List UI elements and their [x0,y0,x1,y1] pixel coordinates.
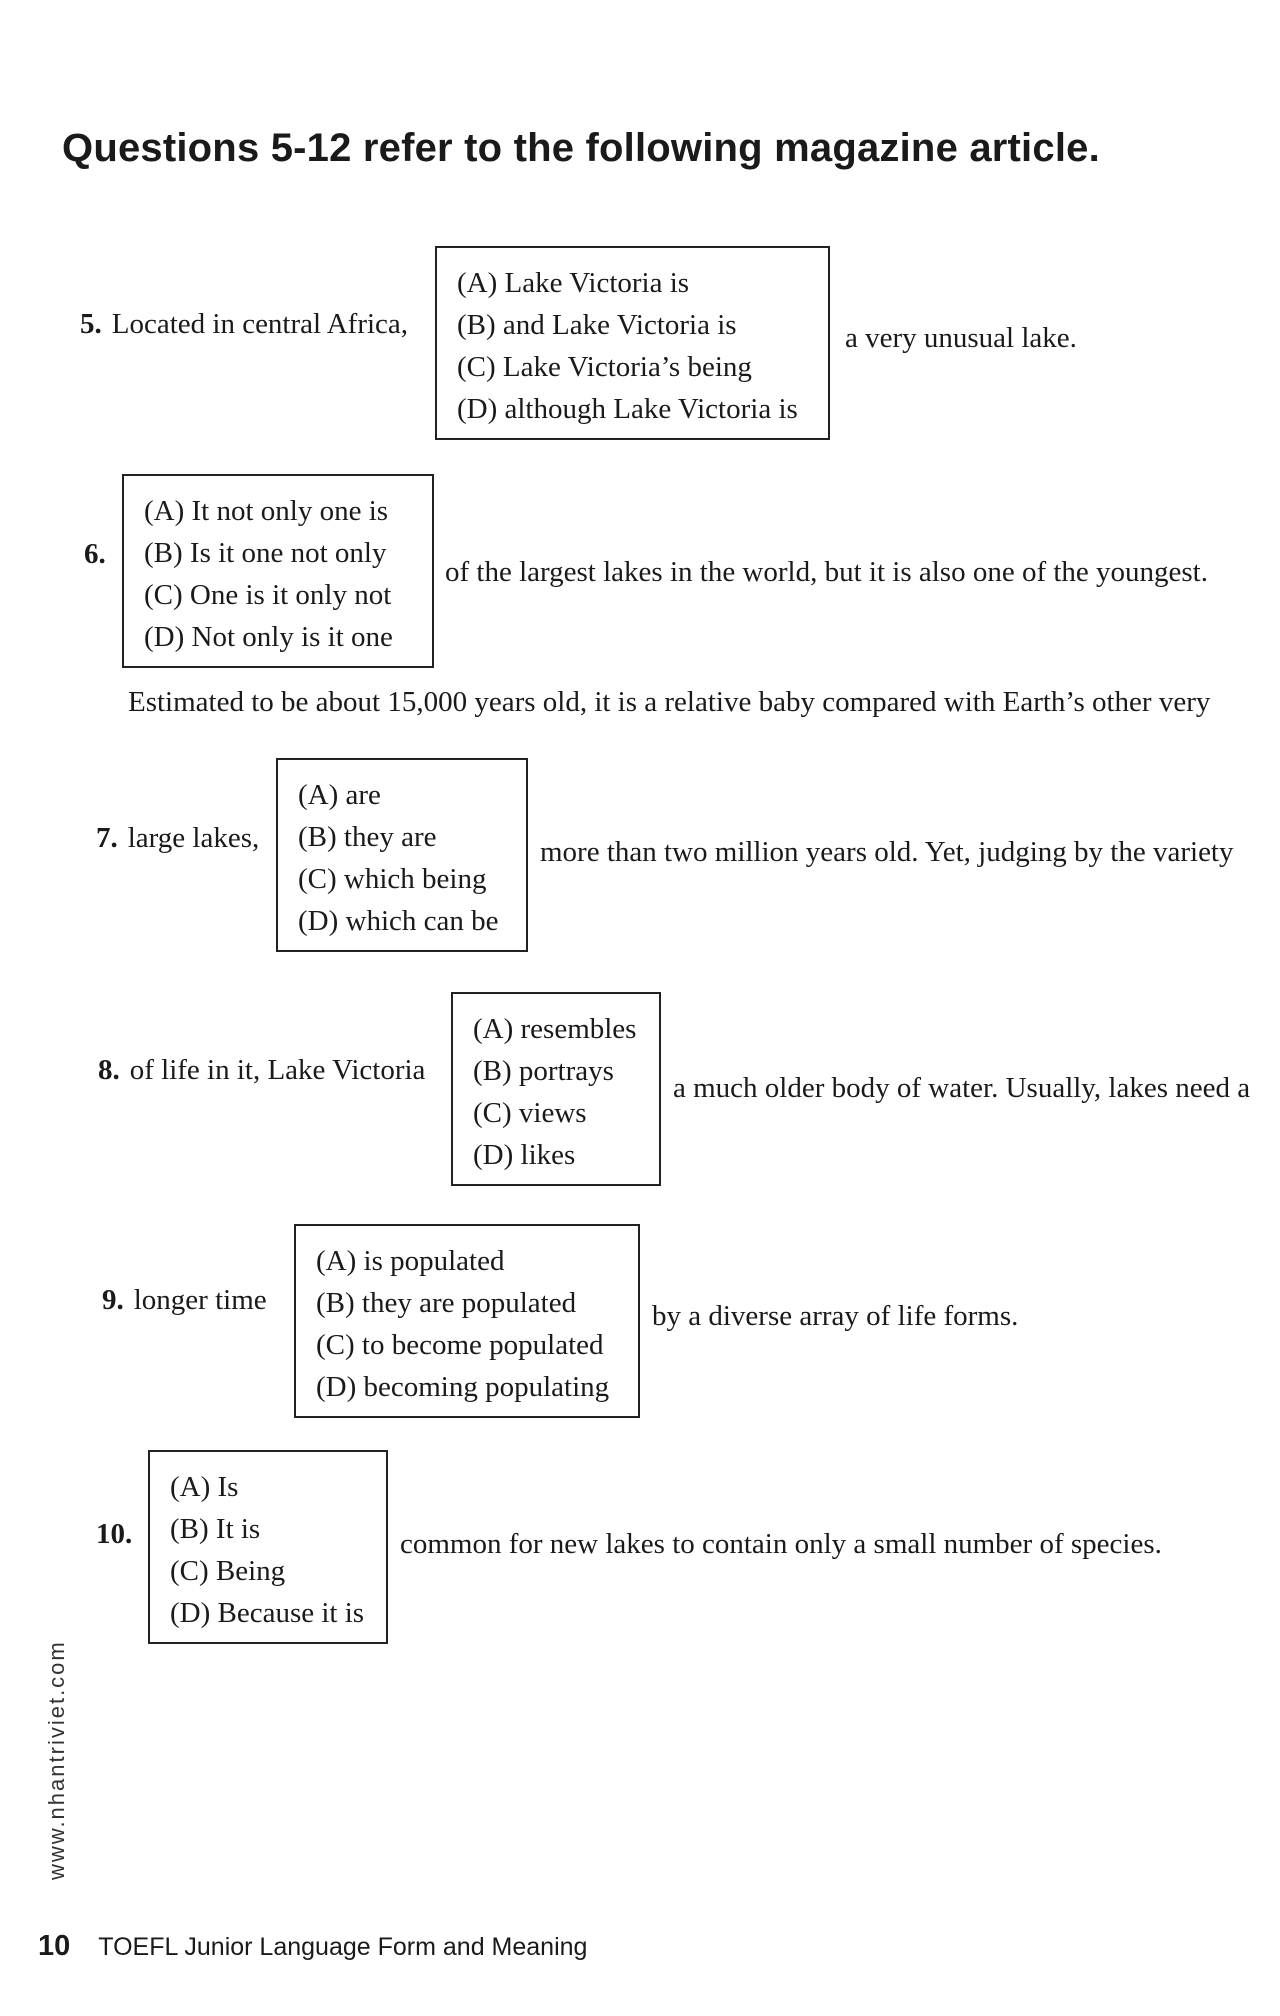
option-d[interactable]: (D) becoming populating [316,1371,610,1403]
question-9-options-box [294,1224,640,1418]
publisher-website: www.nhantriviet.com [44,1640,69,1880]
option-d[interactable]: (D) although Lake Victoria is [457,393,798,425]
option-b[interactable]: (B) It is [170,1513,261,1545]
option-c[interactable]: (C) which being [298,863,487,895]
question-text: large lakes, [127,822,260,854]
option-d[interactable]: (D) Because it is [170,1597,365,1629]
option-d[interactable]: (D) which can be [298,905,499,937]
question-10-stem [96,1518,142,1551]
question-number: 7. [96,822,118,854]
question-9-stem [102,1284,267,1317]
option-a[interactable]: (A) is populated [316,1245,505,1277]
option-a[interactable]: (A) It not only one is [144,495,389,527]
option-c[interactable]: (C) views [473,1097,587,1129]
option-b[interactable]: (B) portrays [473,1055,614,1087]
page-heading: Questions 5-12 refer to the following magazine article. [62,126,1100,170]
question-5-options-box [435,246,830,440]
option-a[interactable]: (A) Is [170,1471,239,1503]
question-9-continuation: by a diverse array of life forms. [652,1300,1019,1332]
question-number: 5. [80,308,102,340]
question-8-stem [98,1054,425,1087]
option-b[interactable]: (B) Is it one not only [144,537,387,569]
option-b[interactable]: (B) and Lake Victoria is [457,309,737,341]
passage-line: Estimated to be about 15,000 years old, it is a relative baby compared with Earth’s other very [128,686,1211,718]
option-c[interactable]: (C) Lake Victoria’s being [457,351,752,383]
question-10-continuation: common for new lakes to contain only a small number of species. [400,1528,1162,1560]
question-text: of life in it, Lake Victoria [129,1054,426,1086]
page-number: 10 [38,1930,71,1962]
question-6-continuation: of the largest lakes in the world, but it is also one of the youngest. [445,556,1208,588]
question-5-continuation: a very unusual lake. [845,322,1077,354]
question-8-options-box [451,992,661,1186]
option-b[interactable]: (B) they are [298,821,437,853]
book-title: TOEFL Junior Language Form and Meaning [98,1933,588,1961]
question-7-continuation: more than two million years old. Yet, judging by the variety [540,836,1234,868]
option-c[interactable]: (C) One is it only not [144,579,392,611]
question-7-stem [96,822,259,855]
option-c[interactable]: (C) to become populated [316,1329,604,1361]
question-text: Located in central Africa, [111,308,409,340]
question-number: 8. [98,1054,120,1086]
question-6-options-box [122,474,434,668]
option-a[interactable]: (A) are [298,779,381,811]
option-c[interactable]: (C) Being [170,1555,286,1587]
option-d[interactable]: (D) likes [473,1139,576,1171]
question-number: 10. [96,1518,133,1550]
page-footer [38,1930,587,1963]
question-number: 9. [102,1284,124,1316]
question-5-stem [80,308,408,341]
question-number: 6. [84,538,106,570]
option-a[interactable]: (A) Lake Victoria is [457,267,690,299]
question-7-options-box [276,758,528,952]
question-10-options-box [148,1450,388,1644]
question-text: longer time [133,1284,267,1316]
option-a[interactable]: (A) resembles [473,1013,637,1045]
option-b[interactable]: (B) they are populated [316,1287,577,1319]
question-8-continuation: a much older body of water. Usually, lakes need a [673,1072,1251,1104]
option-d[interactable]: (D) Not only is it one [144,621,393,653]
question-6-stem [84,538,116,571]
